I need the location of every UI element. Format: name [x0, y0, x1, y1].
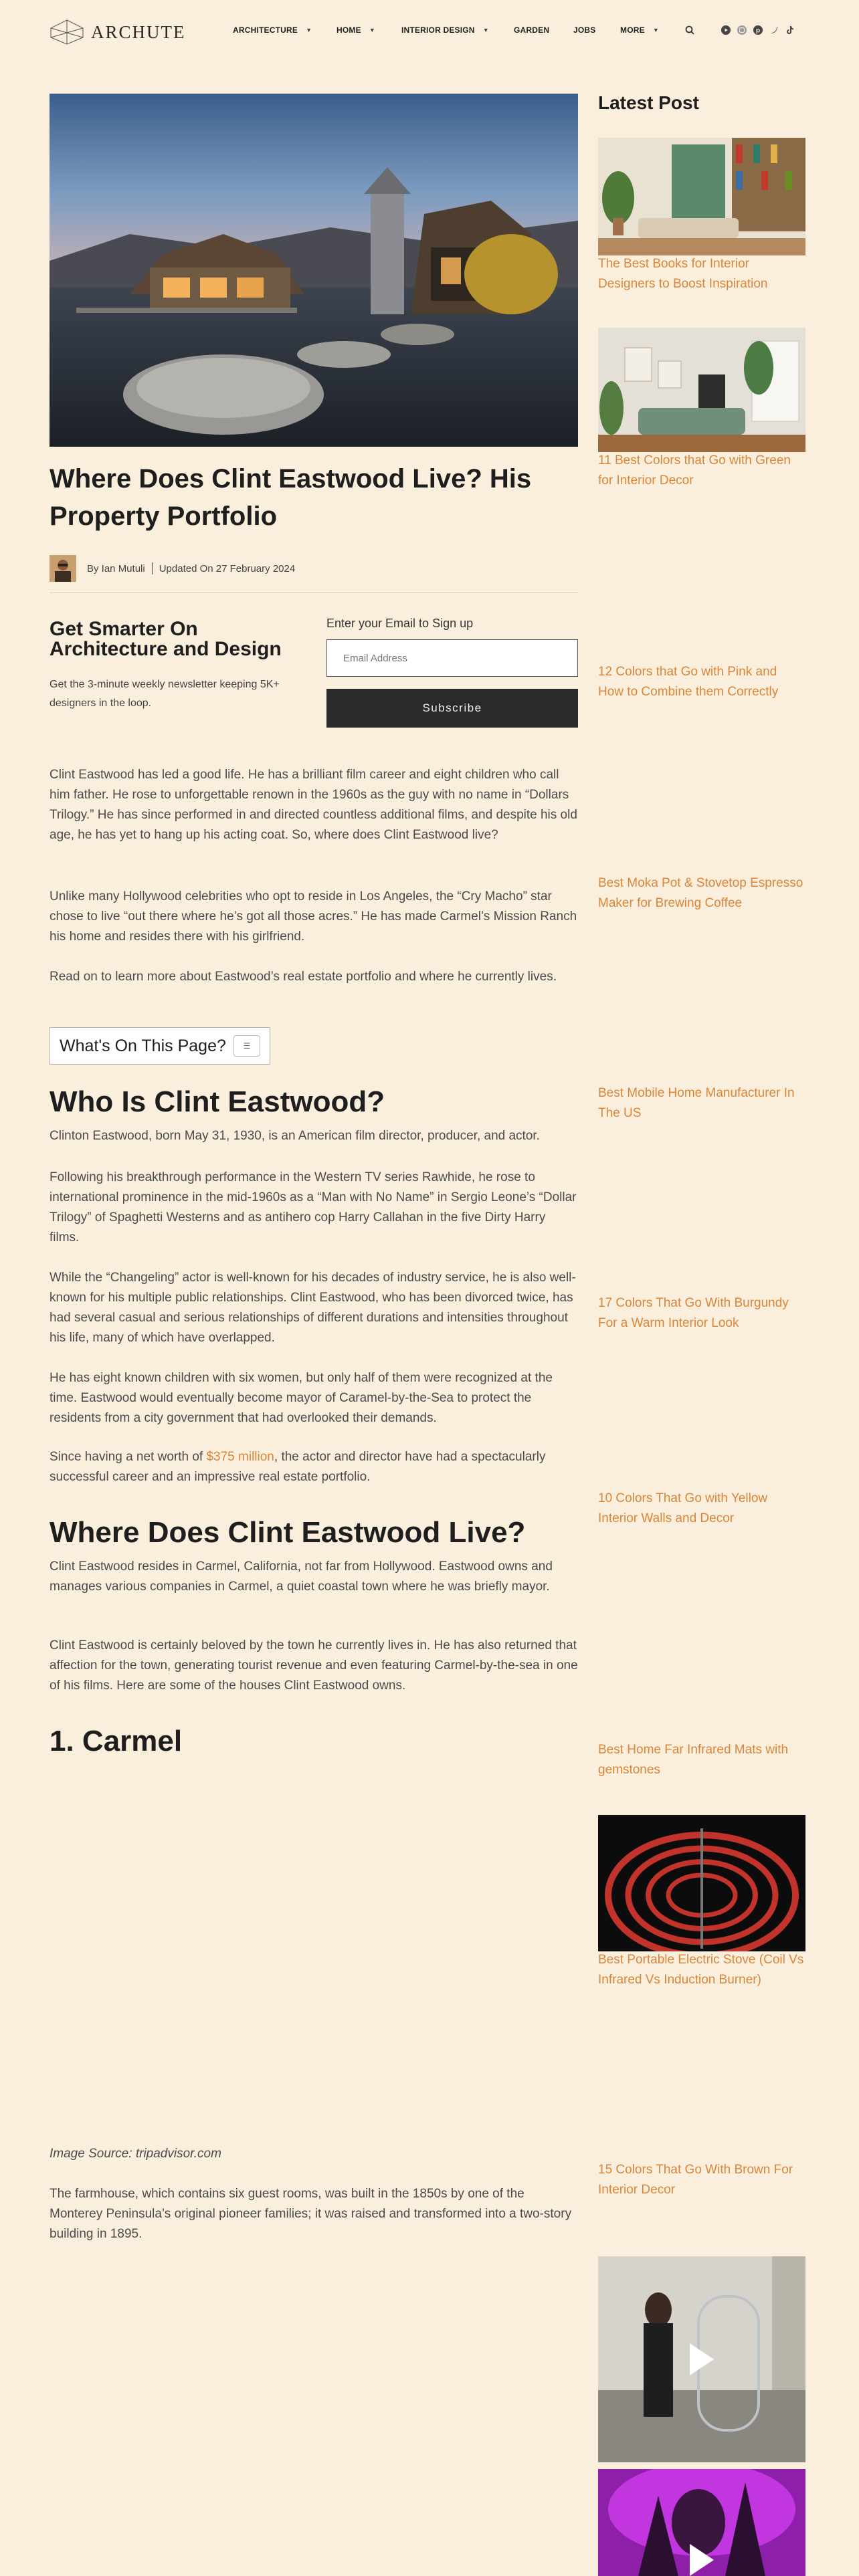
section-heading: 1. Carmel: [50, 1725, 183, 1757]
table-of-contents[interactable]: [50, 1027, 270, 1065]
play-icon[interactable]: [690, 2544, 714, 2576]
toc-title: What's On This Page?: [60, 1036, 226, 1055]
intro-paragraph: Clint Eastwood has led a good life. He has a brilliant film career and eight children who call him father. He rose to unforgettable renown in the 1960s as the guy with no name in “Dollars Trilogy.” He has since performed in and directed countless additional films, and despite his old age, he has yet to hang up his acting coat. So, where does Clint Eastwood live?: [50, 768, 577, 842]
intro-paragraph: Read on to learn more about Eastwood’s real estate portfolio and where he currently lives.: [50, 970, 557, 984]
nav-item-garden[interactable]: [514, 25, 549, 35]
newsletter-email-input[interactable]: [326, 639, 578, 677]
chevron-down-icon: ▼: [482, 27, 489, 33]
nav-label: GARDEN: [514, 25, 550, 35]
post-thumbnail[interactable]: [598, 1815, 805, 1951]
post-thumbnail[interactable]: [598, 328, 805, 452]
image-caption: Image Source: tripadvisor.com: [50, 2147, 221, 2161]
section-paragraph: Clint Eastwood resides in Carmel, California, not far from Hollywood. Eastwood owns and manages various companies in Carmel, a quiet coastal town where he was briefly mayor.: [50, 1560, 553, 1594]
sidebar-post-link[interactable]: 15 Colors That Go With Brown For Interior Decor: [598, 2163, 793, 2197]
sidebar-post-link[interactable]: 11 Best Colors that Go with Green for Interior Decor: [598, 453, 791, 488]
post-thumbnail[interactable]: [598, 138, 805, 255]
author-name[interactable]: By Ian Mutuli: [87, 562, 145, 574]
sidebar-post-link[interactable]: 12 Colors that Go with Pink and How to Combine them Correctly: [598, 665, 779, 699]
tiktok-icon[interactable]: [785, 25, 795, 35]
play-icon[interactable]: [690, 2343, 714, 2375]
sidebar-post-link[interactable]: Best Mobile Home Manufacturer In The US: [598, 1086, 795, 1120]
site-header: [0, 0, 859, 67]
video-thumbnail[interactable]: [598, 2469, 805, 2576]
section-paragraph: Following his breakthrough performance in the Western TV series Rawhide, he rose to international prominence in the mid-1960s as a “Man with No Name” in Sergio Leone’s “Dollar Trilogy” of Spaghetti Westerns and as antihero cop Harry Callahan in the five Dirty Harry films.: [50, 1170, 577, 1245]
section-paragraph: He has eight known children with six women, but only half of them were recognized at the time. Eastwood would eventually become mayor of Caramel-by-the-Sea to protect the residents from a city government that had overlooked their demands.: [50, 1371, 553, 1425]
sidebar-post-link[interactable]: Best Home Far Infrared Mats with gemstones: [598, 1743, 789, 1777]
chevron-down-icon: ▼: [369, 27, 375, 33]
nav-label: JOBS: [573, 25, 596, 35]
pinterest-icon[interactable]: [753, 25, 763, 35]
logo-mark-icon: [50, 19, 84, 45]
updated-date: Updated On 27 February 2024: [159, 562, 296, 574]
sidebar-title: Latest Post: [598, 92, 699, 113]
text-fragment: Since having a net worth of: [50, 1450, 207, 1464]
section-paragraph: Clinton Eastwood, born May 31, 1930, is an American film director, producer, and actor.: [50, 1129, 540, 1143]
hero-image: [50, 94, 578, 447]
section-heading: Who Is Clint Eastwood?: [50, 1085, 385, 1118]
section-paragraph: The farmhouse, which contains six guest rooms, was built in the 1850s by one of the Monterey Peninsula’s original pioneer families; it was raised and transformed into a two-story building in 1895.: [50, 2187, 572, 2241]
nav-item-architecture[interactable]: [233, 25, 312, 35]
section-paragraph: Clint Eastwood is certainly beloved by the town he currently lives in. He has also returned that affection for the town, generating tourist revenue and even featuring Carmel-by-the-sea in one of his films. Here are some of the houses Clint Eastwood owns.: [50, 1638, 578, 1693]
nav-label: INTERIOR DESIGN: [401, 25, 475, 35]
article-byline: [50, 555, 295, 582]
newsletter-email-label: Enter your Email to Sign up: [326, 617, 474, 630]
instagram-icon[interactable]: [737, 25, 747, 35]
article-title: Where Does Clint Eastwood Live? His Property Portfolio: [50, 464, 532, 531]
section-paragraph: [50, 1447, 578, 1487]
nav-item-home[interactable]: [337, 25, 375, 35]
toc-toggle-icon[interactable]: ☰: [233, 1035, 260, 1057]
section-paragraph: While the “Changeling” actor is well-known for his decades of industry service, he is also well-known for his multiple public relationships. Clint Eastwood, who has been divorced twice, has had several casual and serious relationships of different durations and intensities throughout his life, many of which have overlapped.: [50, 1271, 576, 1345]
text-fragment: , the actor and director have had a spectacularly successful career and an impressive real estate portfolio.: [50, 1450, 546, 1484]
sidebar-post-link[interactable]: The Best Books for Interior Designers to Boost Inspiration: [598, 257, 768, 291]
sidebar-post-link[interactable]: 10 Colors That Go with Yellow Interior Walls and Decor: [598, 1491, 768, 1525]
video-thumbnail[interactable]: [598, 2256, 805, 2462]
byline-divider: [152, 562, 153, 574]
youtube-icon[interactable]: [721, 25, 731, 35]
chevron-down-icon: ▼: [306, 27, 312, 33]
newsletter-heading: Get Smarter On Architecture and Design: [50, 618, 282, 660]
svg-text:p: p: [755, 27, 761, 35]
sidebar-post-link[interactable]: 17 Colors That Go With Burgundy For a Warm Interior Look: [598, 1296, 789, 1330]
author-avatar[interactable]: [50, 555, 76, 582]
nav-label: MORE: [620, 25, 645, 35]
intro-paragraph: Unlike many Hollywood celebrities who opt to reside in Los Angeles, the “Cry Macho” star chose to live “out there where he’s got all those acres.” He has made Carmel’s Mission Ranch his home and resides there with his girlfriend.: [50, 889, 577, 944]
site-logo[interactable]: [50, 19, 186, 45]
subscribe-button[interactable]: Subscribe: [326, 689, 578, 728]
nav-item-interior-design[interactable]: [401, 25, 489, 35]
net-worth-link[interactable]: $375 million: [206, 1450, 274, 1464]
section-heading: Where Does Clint Eastwood Live?: [50, 1516, 526, 1549]
newsletter-subtext: Get the 3-minute weekly newsletter keeping 5K+ designers in the loop.: [50, 679, 280, 709]
nav-label: HOME: [337, 25, 361, 35]
nav-item-jobs[interactable]: [573, 25, 595, 35]
sidebar-post-link[interactable]: Best Portable Electric Stove (Coil Vs Infrared Vs Induction Burner): [598, 1953, 804, 1987]
brand-name: ARCHUTE: [91, 21, 186, 42]
nav-label: ARCHITECTURE: [233, 25, 298, 35]
nav-item-more[interactable]: [620, 25, 659, 35]
twitter-icon[interactable]: [769, 25, 779, 35]
sidebar-post-link[interactable]: Best Moka Pot & Stovetop Espresso Maker for Brewing Coffee: [598, 876, 803, 910]
chevron-down-icon: ▼: [652, 27, 659, 33]
search-icon[interactable]: [685, 25, 694, 35]
